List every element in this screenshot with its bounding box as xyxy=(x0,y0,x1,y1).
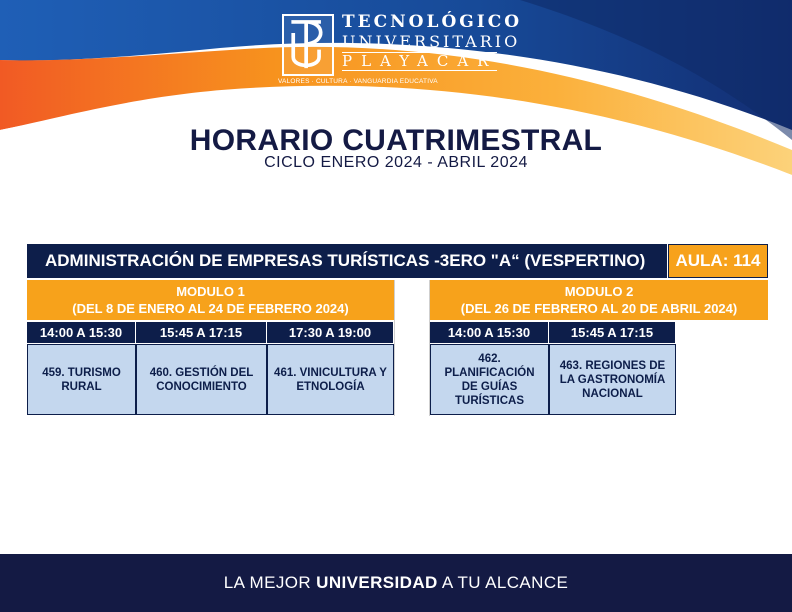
module-1-course-3: 461. VINICULTURA Y ETNOLOGÍA xyxy=(267,344,394,415)
module-2-time-2: 15:45 A 17:15 xyxy=(549,322,676,343)
logo-line-3: PLAYACAR xyxy=(342,52,498,70)
module-2-dates: (DEL 26 DE FEBRERO AL 20 DE ABRIL 2024) xyxy=(460,301,738,316)
module-2-title: MODULO 2 xyxy=(564,284,634,299)
module-1-course-2: 460. GESTIÓN DEL CONOCIMIENTO xyxy=(136,344,267,415)
module-2-course-2: 463. REGIONES DE LA GASTRONOMÍA NACIONAL xyxy=(549,344,676,415)
page-title: HORARIO CUATRIMESTRAL xyxy=(189,124,603,157)
module-1-dates: (DEL 8 DE ENERO AL 24 DE FEBRERO 2024) xyxy=(72,301,349,316)
module-1-header xyxy=(27,280,394,320)
footer-text-bold: UNIVERSIDAD xyxy=(316,573,438,592)
university-logo xyxy=(278,12,523,86)
footer-text-post: A TU ALCANCE xyxy=(437,573,569,592)
module-2-time-1: 14:00 A 15:30 xyxy=(430,322,549,343)
logo-tagline: VALORES · CULTURA · VANGUARDIA EDUCATIVA xyxy=(278,78,438,85)
program-banner: ADMINISTRACIÓN DE EMPRESAS TURÍSTICAS -3ERO "A“ (VESPERTINO) xyxy=(27,244,667,278)
module-1-time-2: 15:45 A 17:15 xyxy=(136,322,267,343)
footer-slogan xyxy=(0,554,792,612)
footer-text-pre: LA MEJOR xyxy=(223,573,317,592)
tup-monogram-icon xyxy=(282,14,334,76)
module-1-time-1: 14:00 A 15:30 xyxy=(27,322,136,343)
module-1-title: MODULO 1 xyxy=(176,284,245,299)
page-subtitle: CICLO ENERO 2024 - ABRIL 2024 xyxy=(264,154,528,171)
aula-badge: AULA: 114 xyxy=(668,244,768,278)
module-1-course-1: 459. TURISMO RURAL xyxy=(27,344,136,415)
module-divider xyxy=(394,280,430,416)
logo-line-1: TECNOLÓGICO xyxy=(342,12,523,32)
module-1-time-3: 17:30 A 19:00 xyxy=(267,322,394,343)
module-2-header xyxy=(430,280,768,320)
module-2-course-1: 462. PLANIFICACIÓN DE GUÍAS TURÍSTICAS xyxy=(430,344,549,415)
logo-line-2: UNIVERSITARIO xyxy=(342,32,521,51)
